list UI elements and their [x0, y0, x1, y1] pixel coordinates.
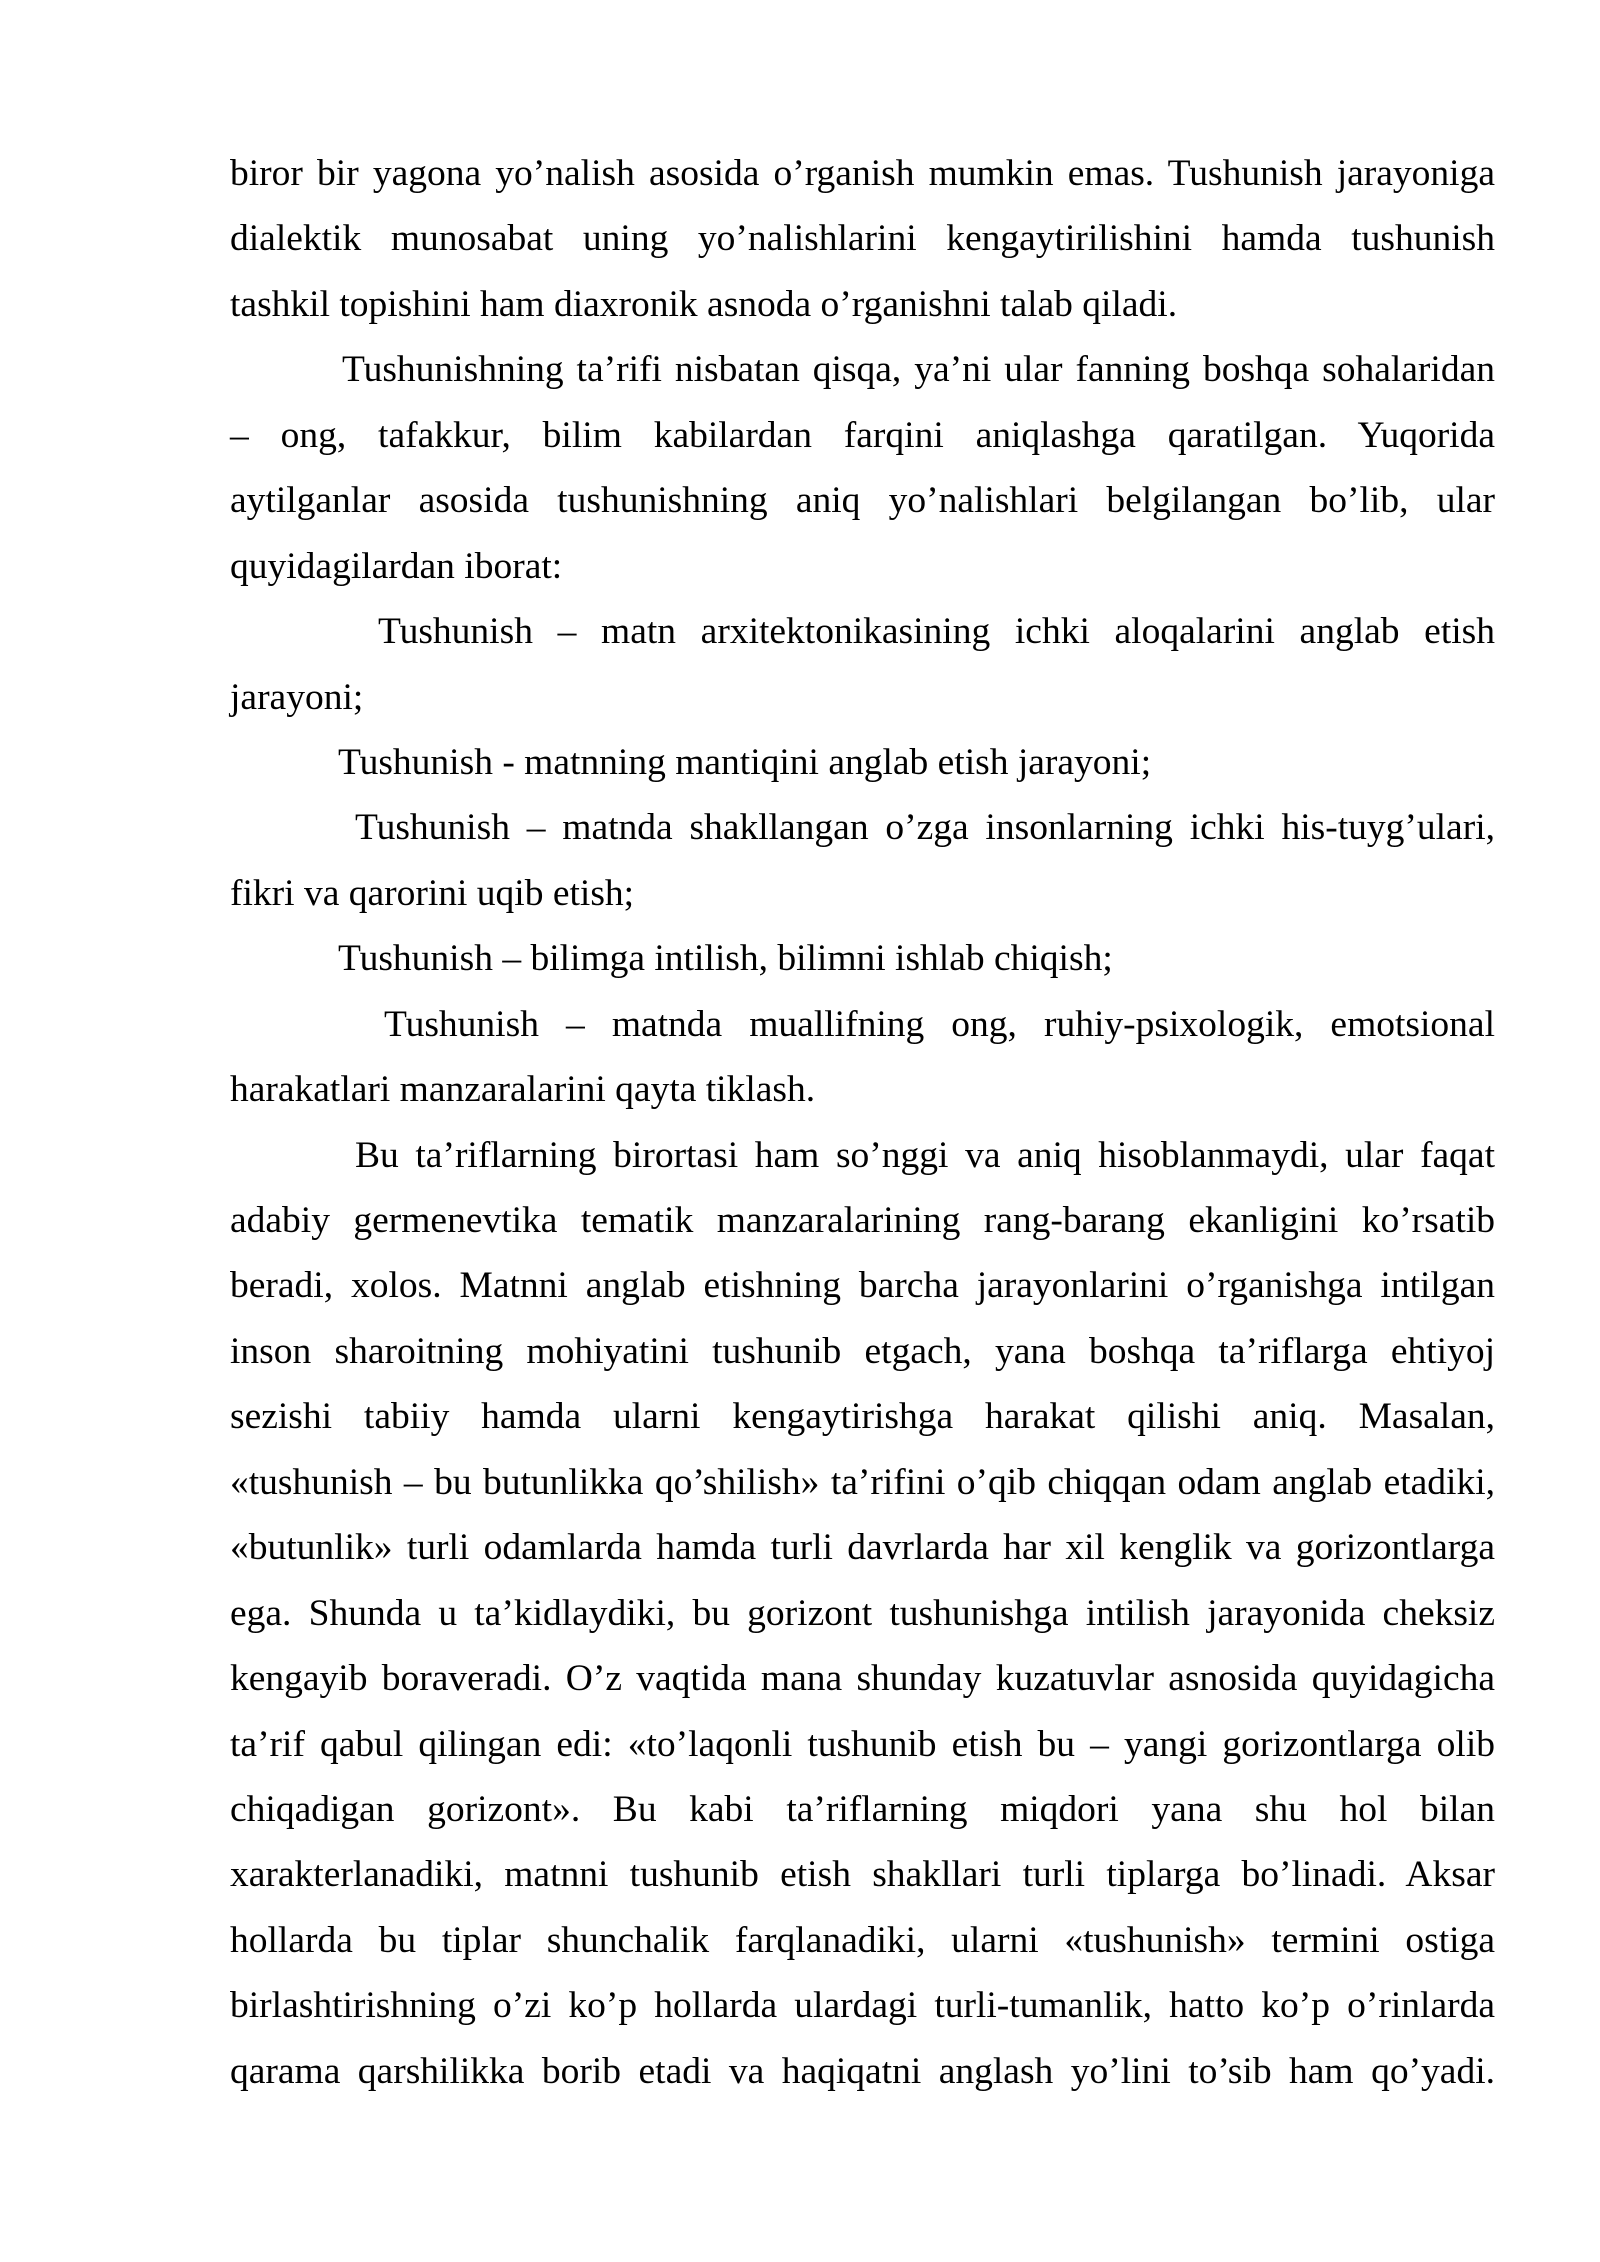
text-line: fikri va qarorini uqib etish;	[230, 872, 635, 914]
text-line: sezishi tabiiy hamda ularni kengaytirishga harakat qilishi aniq. Masalan,	[230, 1396, 1495, 1438]
text-line: Tushunish – matn arxitektonikasining ichki aloqalarini anglab etish	[378, 611, 1495, 653]
definition-item	[230, 795, 1495, 926]
text-line: – ong, tafakkur, bilim kabilardan farqini aniqlashga qaratilgan. Yuqorida	[230, 414, 1495, 456]
text-line: beradi, xolos. Matnni anglab etishning barcha jarayonlarini o’rganishga intilgan	[230, 1265, 1495, 1307]
definition-item	[230, 730, 1495, 795]
text-line: xarakterlanadiki, matnni tushunib etish shakllari turli tiplarga bo’linadi. Aksar	[230, 1854, 1495, 1896]
text-line: Tushunish - matnning mantiqini anglab etish jarayoni;	[338, 741, 1152, 783]
text-line: Bu ta’riflarning birortasi ham so’nggi va aniq hisoblanmaydi, ular faqat	[355, 1134, 1495, 1176]
text-line: Tushunish – matnda muallifning ong, ruhiy-psixologik, emotsional	[384, 1003, 1495, 1045]
text-line: qarama qarshilikka borib etadi va haqiqatni anglash yo’lini to’sib ham qo’yadi.	[230, 2050, 1495, 2092]
text-line: Tushunishning ta’rifi nisbatan qisqa, ya’ni ular fanning boshqa sohalaridan	[342, 349, 1495, 391]
text-line: dialektik munosabat uning yo’nalishlarini kengaytirilishini hamda tushunish	[230, 218, 1495, 260]
paragraph	[230, 141, 1495, 337]
definition-item	[230, 992, 1495, 1123]
text-line: Tushunish – matnda shakllangan o’zga insonlarning ichki his-tuyg’ulari,	[355, 807, 1495, 849]
text-line: tashkil topishini ham diaxronik asnoda o’rganishni talab qiladi.	[230, 283, 1178, 325]
body-text	[230, 141, 1495, 2104]
text-line: Tushunish – bilimga intilish, bilimni ishlab chiqish;	[338, 938, 1113, 980]
text-line: kengayib boraveradi. O’z vaqtida mana shunday kuzatuvlar asnosida quyidagicha	[230, 1658, 1495, 1700]
text-line: «tushunish – bu butunlikka qo’shilish» ta’rifini o’qib chiqqan odam anglab etadiki,	[230, 1461, 1495, 1503]
text-line: «butunlik» turli odamlarda hamda turli davrlarda har xil kenglik va gorizontlarga	[230, 1527, 1495, 1569]
definition-item	[230, 926, 1495, 991]
definition-item	[230, 599, 1495, 730]
text-line: adabiy germenevtika tematik manzaralarining rang-barang ekanligini ko’rsatib	[230, 1200, 1495, 1241]
paragraph	[230, 337, 1495, 599]
text-line: quyidagilardan iborat:	[230, 545, 563, 587]
text-line: jarayoni;	[230, 676, 364, 718]
text-line: harakatlari manzaralarini qayta tiklash.	[230, 1069, 816, 1111]
text-line: aytilganlar asosida tushunishning aniq yo’nalishlari belgilangan bo’lib, ular	[230, 480, 1495, 522]
text-line: chiqadigan gorizont». Bu kabi ta’riflarning miqdori yana shu hol bilan	[230, 1788, 1495, 1830]
text-line: ta’rif qabul qilingan edi: «to’laqonli tushunib etish bu – yangi gorizontlarga olib	[230, 1723, 1495, 1765]
text-line: hollarda bu tiplar shunchalik farqlanadiki, ularni «tushunish» termini ostiga	[230, 1919, 1495, 1961]
text-line: biror bir yagona yo’nalish asosida o’rganish mumkin emas. Tushunish jarayoniga	[230, 153, 1495, 194]
paragraph	[230, 1123, 1495, 2105]
text-line: ega. Shunda u ta’kidlaydiki, bu gorizont tushunishga intilish jarayonida cheksiz	[230, 1592, 1495, 1634]
text-line: inson sharoitning mohiyatini tushunib etgach, yana boshqa ta’riflarga ehtiyoj	[230, 1330, 1495, 1372]
text-line: birlashtirishning o’zi ko’p hollarda ulardagi turli-tumanlik, hatto ko’p o’rinlarda	[230, 1985, 1495, 2027]
